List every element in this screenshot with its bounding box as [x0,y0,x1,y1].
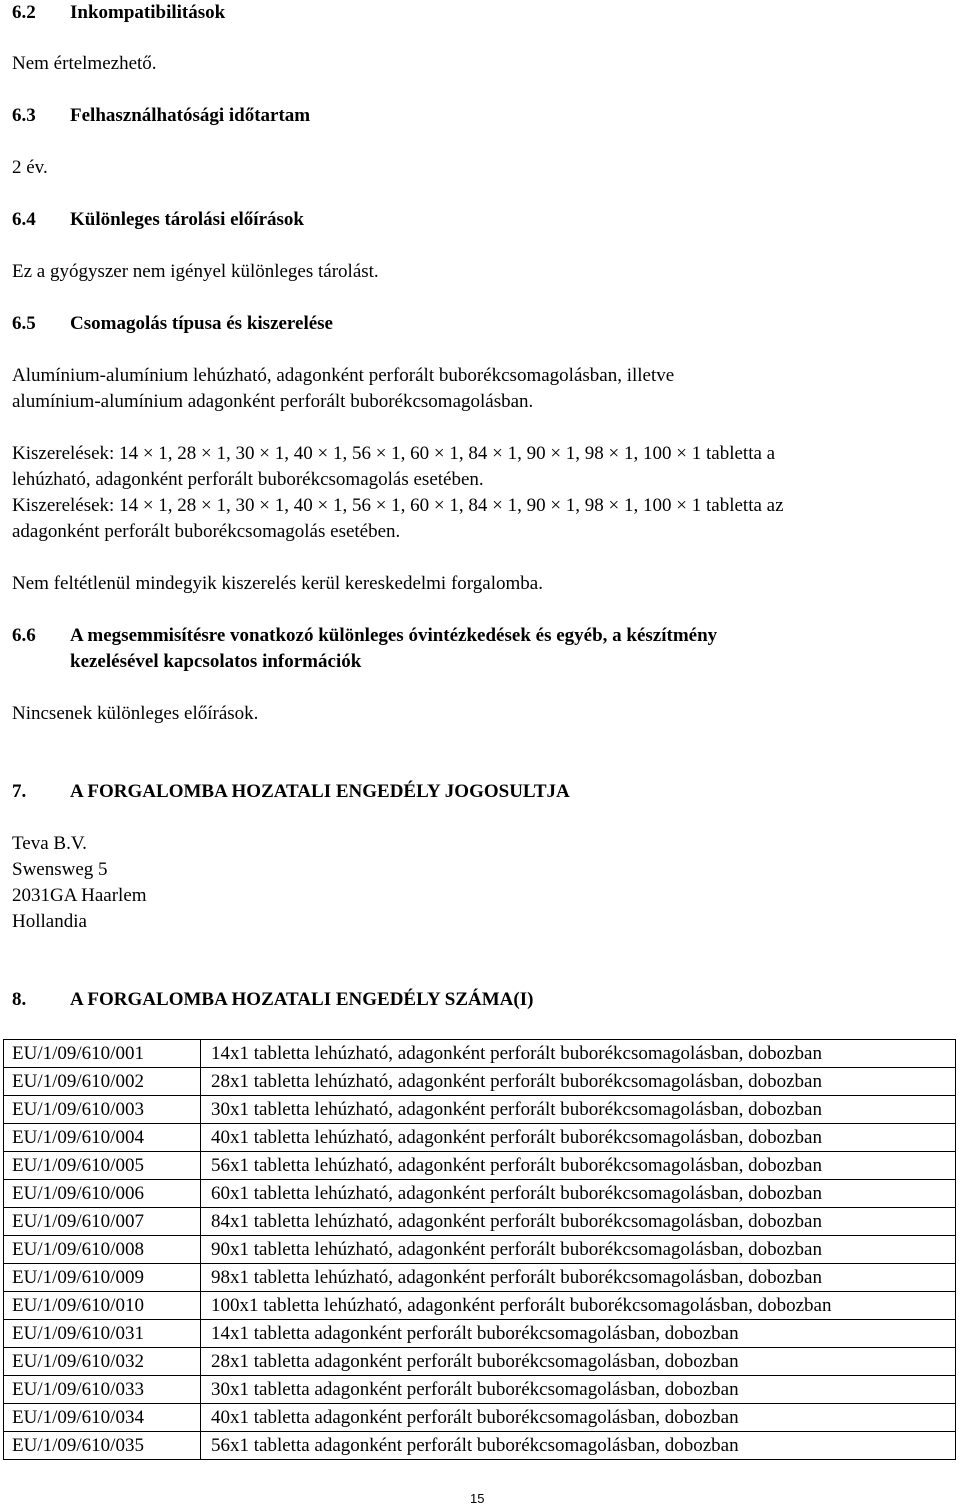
section-6-6-heading [12,623,717,649]
table-row [4,1404,956,1432]
section-title: Inkompatibilitások [70,2,226,23]
registration-description: 56x1 tabletta adagonként perforált buborékcsomagolásban, dobozban [201,1432,956,1460]
section-6-6-text: Nincsenek különleges előírások. [12,703,259,724]
section-number: 6.5 [12,313,36,334]
registration-number: EU/1/09/610/006 [4,1180,201,1208]
table-row [4,1348,956,1376]
registration-number: EU/1/09/610/002 [4,1068,201,1096]
table-row [4,1208,956,1236]
registration-description: 14x1 tabletta adagonként perforált buborékcsomagolásban, dobozban [201,1320,956,1348]
section-title: Csomagolás típusa és kiszerelése [70,313,333,334]
table-row [4,1264,956,1292]
page-number: 15 [470,1491,485,1506]
table-row [4,1068,956,1096]
table-row [4,1236,956,1264]
section-number: 6.3 [12,105,36,126]
registration-number: EU/1/09/610/004 [4,1124,201,1152]
registration-description: 98x1 tabletta lehúzható, adagonként perforált buborékcsomagolásban, dobozban [201,1264,956,1292]
registration-number: EU/1/09/610/032 [4,1348,201,1376]
section-number: 6.6 [12,625,36,646]
registration-description: 28x1 tabletta lehúzható, adagonként perforált buborékcsomagolásban, dobozban [201,1068,956,1096]
table-row [4,1040,956,1068]
holder-street: Swensweg 5 [12,859,108,880]
packaging-text-line: alumínium-alumínium adagonként perforált buborékcsomagolásban. [12,391,534,412]
registration-description: 40x1 tabletta lehúzható, adagonként perforált buborékcsomagolásban, dobozban [201,1124,956,1152]
section-title: A FORGALOMBA HOZATALI ENGEDÉLY SZÁMA(I) [70,989,534,1010]
registration-number: EU/1/09/610/031 [4,1320,201,1348]
registration-number: EU/1/09/610/001 [4,1040,201,1068]
table-row [4,1152,956,1180]
holder-name: Teva B.V. [12,833,87,854]
table-row [4,1180,956,1208]
section-number: 7. [12,781,27,802]
holder-city: 2031GA Haarlem [12,885,147,906]
section-title: A megsemmisítésre vonatkozó különleges óvintézkedések és egyéb, a készítmény [70,625,718,646]
registration-number: EU/1/09/610/008 [4,1236,201,1264]
registration-number: EU/1/09/610/035 [4,1432,201,1460]
holder-country: Hollandia [12,911,87,932]
pack-sizes-line: Kiszerelések: 14 × 1, 28 × 1, 30 × 1, 40 × 1, 56 × 1, 60 × 1, 84 × 1, 90 × 1, 98 × 1, 100 × 1 tabletta a [12,443,776,464]
section-title: A FORGALOMBA HOZATALI ENGEDÉLY JOGOSULTJA [70,781,570,802]
registration-number: EU/1/09/610/010 [4,1292,201,1320]
registration-number: EU/1/09/610/034 [4,1404,201,1432]
marketing-note: Nem feltétlenül mindegyik kiszerelés kerül kereskedelmi forgalomba. [12,573,543,594]
registration-description: 40x1 tabletta adagonként perforált buborékcsomagolásban, dobozban [201,1404,956,1432]
registration-description: 28x1 tabletta adagonként perforált buborékcsomagolásban, dobozban [201,1348,956,1376]
table-row [4,1124,956,1152]
packaging-text-line: Alumínium-alumínium lehúzható, adagonként perforált buborékcsomagolásban, illetve [12,365,675,386]
table-row [4,1376,956,1404]
section-title: Felhasználhatósági időtartam [70,105,311,126]
registration-number: EU/1/09/610/005 [4,1152,201,1180]
table-row [4,1432,956,1460]
section-6-2-text: Nem értelmezhető. [12,53,157,74]
section-6-2-heading [12,0,225,26]
pack-sizes-line: adagonként perforált buborékcsomagolás esetében. [12,521,401,542]
registration-table [3,1039,956,1460]
registration-description: 100x1 tabletta lehúzható, adagonként perforált buborékcsomagolásban, dobozban [201,1292,956,1320]
registration-description: 90x1 tabletta lehúzható, adagonként perforált buborékcsomagolásban, dobozban [201,1236,956,1264]
pack-sizes-line: Kiszerelések: 14 × 1, 28 × 1, 30 × 1, 40 × 1, 56 × 1, 60 × 1, 84 × 1, 90 × 1, 98 × 1, 100 × 1 tabletta az [12,495,784,516]
section-7-heading [12,779,570,805]
section-6-3-text: 2 év. [12,157,48,178]
section-number: 6.2 [12,2,36,23]
section-number: 6.4 [12,209,36,230]
registration-number: EU/1/09/610/003 [4,1096,201,1124]
section-6-4-heading [12,207,304,233]
section-6-6-heading-cont: kezelésével kapcsolatos információk [70,651,362,672]
registration-description: 84x1 tabletta lehúzható, adagonként perforált buborékcsomagolásban, dobozban [201,1208,956,1236]
registration-description: 56x1 tabletta lehúzható, adagonként perforált buborékcsomagolásban, dobozban [201,1152,956,1180]
table-row [4,1320,956,1348]
section-6-4-text: Ez a gyógyszer nem igényel különleges tárolást. [12,261,379,282]
table-row [4,1292,956,1320]
section-8-heading [12,987,533,1013]
registration-number: EU/1/09/610/007 [4,1208,201,1236]
table-row [4,1096,956,1124]
section-number: 8. [12,989,27,1010]
registration-description: 60x1 tabletta lehúzható, adagonként perforált buborékcsomagolásban, dobozban [201,1180,956,1208]
section-6-3-heading [12,103,310,129]
section-6-5-heading [12,311,333,337]
registration-description: 30x1 tabletta adagonként perforált buborékcsomagolásban, dobozban [201,1376,956,1404]
registration-number: EU/1/09/610/009 [4,1264,201,1292]
section-title: Különleges tárolási előírások [70,209,304,230]
registration-number: EU/1/09/610/033 [4,1376,201,1404]
pack-sizes-line: lehúzható, adagonként perforált buborékcsomagolás esetében. [12,469,484,490]
registration-description: 14x1 tabletta lehúzható, adagonként perforált buborékcsomagolásban, dobozban [201,1040,956,1068]
registration-description: 30x1 tabletta lehúzható, adagonként perforált buborékcsomagolásban, dobozban [201,1096,956,1124]
